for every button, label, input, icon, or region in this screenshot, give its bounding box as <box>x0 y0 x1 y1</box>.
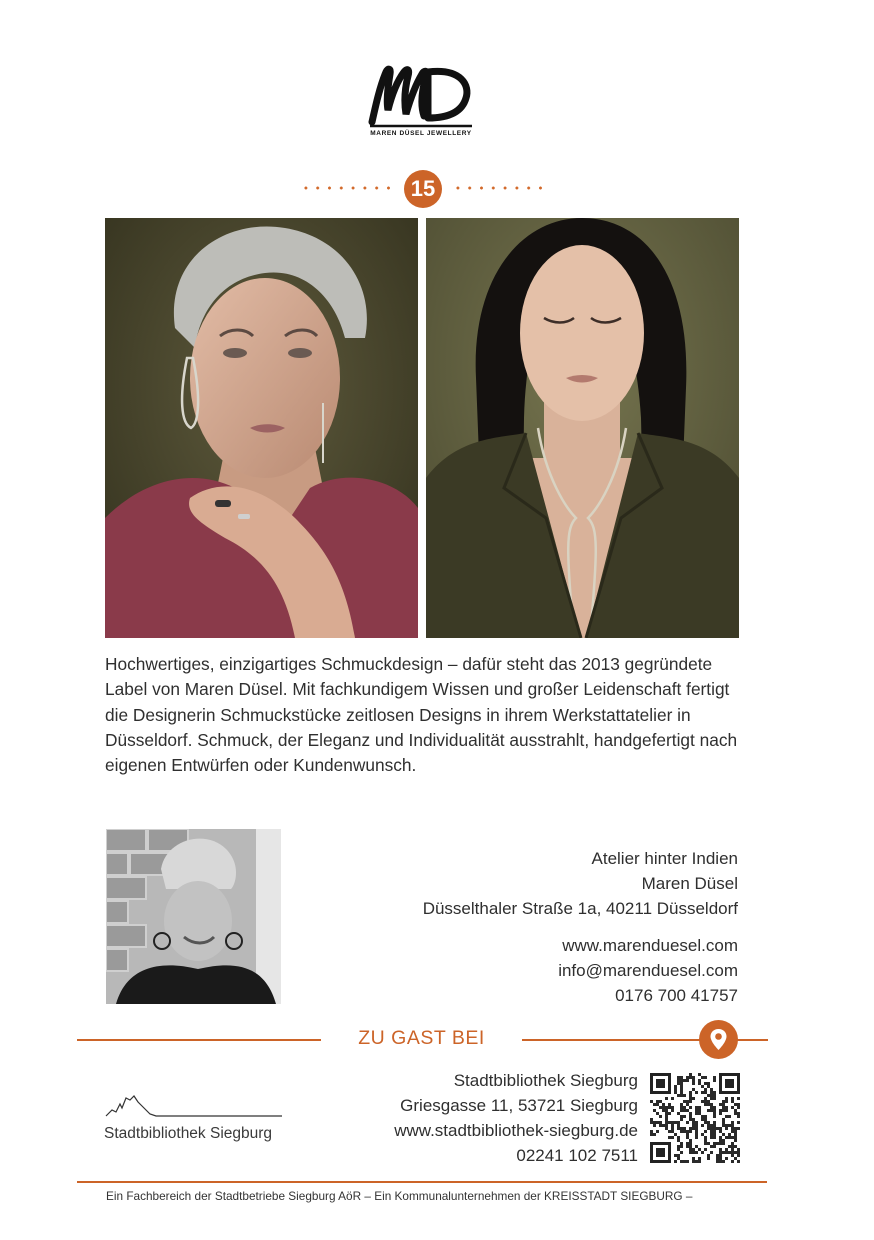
library-skyline-icon <box>104 1094 284 1118</box>
studio-name: Atelier hinter Indien <box>591 849 738 868</box>
designer-name: Maren Düsel <box>641 874 738 893</box>
dotted-divider-left <box>300 186 395 190</box>
md-monogram-logo <box>366 64 476 128</box>
studio-address: Düsselthaler Straße 1a, 40211 Düsseldorf <box>422 899 738 918</box>
number-badge: 15 <box>404 170 442 208</box>
library-logo-text: Stadtbibliothek Siegburg <box>104 1125 273 1142</box>
qr-code[interactable] <box>650 1073 740 1163</box>
email-link[interactable]: info@marenduesel.com <box>558 961 738 980</box>
location-pin-icon <box>699 1020 738 1059</box>
website-link[interactable]: www.marenduesel.com <box>562 936 738 955</box>
description-text: Hochwertiges, einzigartiges Schmuckdesign – dafür steht das 2013 gegründete Label von Maren Düsel. Mit fachkundigem Wissen und großer Leidenschaft fertigt die Designerin Schmuckstücke zeitlosen Designs in ihrem Werkstattatelier in Düsseldorf. Schmuck, der Eleganz und Individualität ausstrahlt, handgefertigt nach eigenen Entwürfen oder Kundenwunsch. <box>105 654 738 776</box>
dotted-divider-right <box>452 186 547 190</box>
footer-text: Ein Fachbereich der Stadtbetriebe Siegburg AöR – Ein Kommunalunternehmen der KREISSTADT SIEGBURG – <box>106 1189 693 1203</box>
divider-line-left <box>77 1039 321 1041</box>
library-info <box>394 1068 638 1168</box>
phone-number: 0176 700 41757 <box>615 986 738 1005</box>
library-address: Griesgasse 11, 53721 Siegburg <box>400 1096 638 1115</box>
model-photo-older-woman <box>105 218 418 638</box>
library-logo <box>104 1094 284 1143</box>
library-phone: 02241 102 7511 <box>516 1146 638 1165</box>
footer-divider <box>77 1181 767 1183</box>
contact-block <box>423 846 738 1008</box>
brand-logo <box>362 64 480 144</box>
guest-heading: ZU GAST BEI <box>358 1027 485 1049</box>
designer-portrait <box>106 829 281 1004</box>
library-website[interactable]: www.stadtbibliothek-siegburg.de <box>394 1121 638 1140</box>
library-name: Stadtbibliothek Siegburg <box>453 1071 638 1090</box>
model-photo-young-woman <box>426 218 739 638</box>
brand-subtitle: MAREN DÜSEL JEWELLERY <box>370 130 472 137</box>
